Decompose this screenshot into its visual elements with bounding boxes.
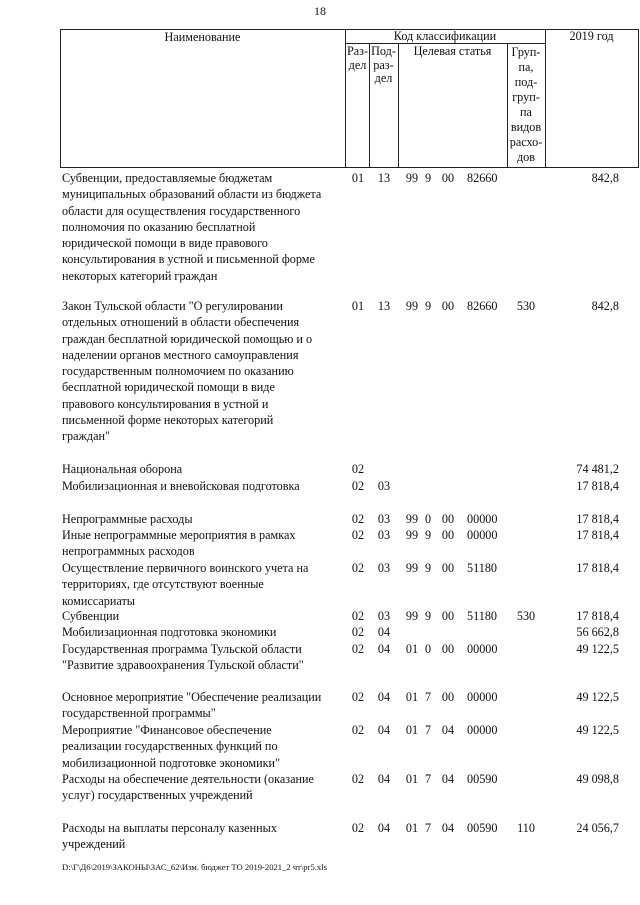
- row-value: 842,8: [591, 171, 619, 185]
- row-podrazdel: 03: [377, 528, 391, 542]
- row-name-line: консультирования в устной и письменной форме: [62, 252, 315, 267]
- row-p4: 82660: [467, 171, 498, 185]
- header-group-line: видов: [510, 120, 542, 134]
- header-right-border: [638, 29, 639, 168]
- header-group-line: па: [520, 105, 532, 119]
- row-value: 17 818,4: [576, 528, 619, 542]
- row-value: 49 098,8: [576, 772, 619, 786]
- row-p3: 04: [441, 772, 455, 786]
- header-razdel-line: Раз-: [346, 44, 369, 58]
- row-name-line: Непрограммные расходы: [62, 512, 193, 526]
- row-name: [62, 608, 340, 624]
- row-p2: 7: [424, 772, 432, 786]
- row-name-line: наделении органов местного самоуправления: [62, 347, 299, 362]
- row-p4: 00590: [467, 772, 498, 786]
- header-left-border: [60, 29, 61, 168]
- row-razdel: 01: [351, 171, 365, 185]
- row-name-line: полномочия по оказанию бесплатной: [62, 219, 256, 234]
- row-p2: 9: [424, 299, 432, 313]
- header-divider-podrazdel: [398, 43, 399, 168]
- row-name-line: Закон Тульской области "О регулировании: [62, 299, 283, 313]
- row-p2: 9: [424, 561, 432, 575]
- header-podrazdel-line: раз-: [373, 57, 394, 72]
- header-group: [507, 45, 545, 165]
- row-p2: 9: [424, 609, 432, 623]
- row-name-line: граждан бесплатной юридической помощью и о: [62, 331, 313, 346]
- row-name-line: учреждений: [62, 837, 126, 852]
- row-value: 17 818,4: [576, 479, 619, 493]
- row-razdel: 02: [351, 609, 365, 623]
- header-group-line: па,: [518, 60, 534, 74]
- row-p4: 00000: [467, 723, 498, 737]
- row-name: [62, 722, 340, 771]
- header-razdel: [345, 45, 370, 72]
- row-vid: 110: [517, 821, 535, 835]
- row-name-line: Мобилизационная подготовка экономики: [62, 625, 277, 639]
- row-value: 17 818,4: [576, 512, 619, 526]
- row-p3: 00: [441, 171, 455, 185]
- row-podrazdel: 04: [377, 642, 391, 656]
- header-target: Целевая статья: [413, 44, 492, 58]
- row-p3: 00: [441, 609, 455, 623]
- header-group-line: груп-: [512, 90, 540, 104]
- row-value: 56 662,8: [576, 625, 619, 639]
- row-value: 17 818,4: [576, 609, 619, 623]
- row-name: [62, 689, 340, 722]
- footer-file-path: D:\Г\Д6\2019\ЗАКОНЫ\ЗАС_62\Изм. бюджет ТО 2019-2021_2 чт\pr5.xls: [62, 862, 327, 872]
- row-p2: 9: [424, 528, 432, 542]
- row-razdel: 02: [351, 642, 365, 656]
- row-name-line: непрограммных расходов: [62, 544, 195, 559]
- row-p4: 00000: [467, 512, 498, 526]
- row-podrazdel: 13: [377, 299, 391, 313]
- row-vid: 530: [516, 299, 536, 313]
- row-podrazdel: 04: [377, 690, 391, 704]
- row-razdel: 02: [351, 462, 365, 476]
- row-p2: 0: [424, 512, 432, 526]
- row-p1: 99: [405, 609, 419, 623]
- row-podrazdel: 03: [377, 512, 391, 526]
- row-name: [62, 641, 340, 674]
- row-value: 49 122,5: [576, 690, 619, 704]
- row-name-line: муниципальных образований области из бюджета: [62, 187, 322, 202]
- header-podrazdel: [369, 45, 398, 86]
- row-p3: 04: [441, 821, 455, 835]
- row-name-line: комиссариаты: [62, 593, 135, 608]
- row-podrazdel: 03: [377, 561, 391, 575]
- row-name: [62, 624, 340, 640]
- row-name: [62, 478, 340, 494]
- row-p1: 99: [405, 299, 419, 313]
- row-name-line: государственной программы": [62, 706, 216, 721]
- row-name-line: некоторых категорий граждан: [62, 268, 218, 283]
- row-value: 49 122,5: [576, 642, 619, 656]
- row-name-line: бесплатной юридической помощи в виде: [62, 380, 275, 395]
- header-podrazdel-line: дел: [374, 71, 393, 85]
- row-name: [62, 771, 340, 804]
- row-p2: 7: [424, 690, 432, 704]
- row-p4: 51180: [467, 609, 498, 623]
- header-bottom-border: [60, 167, 639, 168]
- row-p3: 00: [441, 561, 455, 575]
- row-name-line: области для осуществления государственного: [62, 203, 301, 218]
- row-value: 17 818,4: [576, 561, 619, 575]
- row-p2: 7: [424, 821, 432, 835]
- row-razdel: 02: [351, 821, 365, 835]
- page-number: 18: [314, 4, 326, 18]
- row-name: [62, 560, 340, 609]
- row-podrazdel: 13: [377, 171, 391, 185]
- row-name: [62, 298, 340, 445]
- row-name-line: "Развитие здравоохранения Тульской области": [62, 658, 304, 673]
- row-name-line: реализации государственных функций по: [62, 739, 278, 754]
- row-p2: 7: [424, 723, 432, 737]
- row-p3: 04: [441, 723, 455, 737]
- row-razdel: 02: [351, 690, 365, 704]
- header-group-line: расхо-: [509, 135, 543, 149]
- row-p3: 00: [441, 690, 455, 704]
- row-name-line: Мероприятие "Финансовое обеспечение: [62, 723, 272, 737]
- header-name: Наименование: [164, 30, 241, 44]
- row-name-line: Основное мероприятие "Обеспечение реализации: [62, 690, 322, 704]
- row-p3: 00: [441, 642, 455, 656]
- header-razdel-line: дел: [348, 57, 367, 72]
- row-name-line: правового консультирования в устной и: [62, 396, 269, 411]
- row-vid: 530: [516, 609, 536, 623]
- row-p4: 51180: [467, 561, 498, 575]
- row-razdel: 02: [351, 625, 365, 639]
- row-razdel: 02: [351, 479, 365, 493]
- row-p4: 00590: [467, 821, 498, 835]
- header-group-line: дов: [516, 150, 536, 164]
- row-name-line: Государственная программа Тульской области: [62, 642, 302, 656]
- row-p1: 99: [405, 528, 419, 542]
- row-p1: 99: [405, 561, 419, 575]
- header-podrazdel-line: Под-: [371, 44, 396, 58]
- row-razdel: 02: [351, 528, 365, 542]
- row-name: [62, 170, 340, 284]
- row-name-line: Мобилизационная и вневойсковая подготовка: [62, 479, 300, 493]
- row-p3: 00: [441, 528, 455, 542]
- row-podrazdel: 04: [377, 723, 391, 737]
- row-value: 24 056,7: [576, 821, 619, 835]
- row-podrazdel: 03: [377, 609, 391, 623]
- row-name-line: юридической помощи в виде правового: [62, 236, 268, 251]
- row-name-line: мобилизационной подготовке экономики": [62, 755, 281, 770]
- row-p2: 0: [424, 642, 432, 656]
- row-name: [62, 527, 340, 560]
- row-p3: 00: [441, 299, 455, 313]
- row-name-line: государственным полномочием по оказанию: [62, 364, 294, 379]
- header-divider-classification: [545, 29, 546, 168]
- row-name-line: отдельных отношений в области обеспечения: [62, 315, 300, 330]
- row-razdel: 02: [351, 723, 365, 737]
- row-name-line: Национальная оборона: [62, 462, 183, 476]
- row-name-line: Иные непрограммные мероприятия в рамках: [62, 528, 296, 542]
- row-razdel: 02: [351, 512, 365, 526]
- row-p1: 01: [405, 772, 419, 786]
- row-value: 49 122,5: [576, 723, 619, 737]
- row-name-line: территориях, где отсутствуют военные: [62, 577, 264, 592]
- row-name-line: письменной форме некоторых категорий: [62, 413, 274, 428]
- row-p1: 01: [405, 642, 419, 656]
- header-classification: Код классификации: [393, 29, 497, 43]
- row-name-line: Субвенции: [62, 609, 120, 623]
- row-name-line: Субвенции, предоставляемые бюджетам: [62, 171, 273, 185]
- row-p1: 01: [405, 723, 419, 737]
- row-razdel: 02: [351, 561, 365, 575]
- row-name-line: граждан": [62, 429, 111, 444]
- row-name: [62, 461, 340, 477]
- row-name-line: Осуществление первичного воинского учета на: [62, 561, 309, 575]
- row-value: 842,8: [591, 299, 619, 313]
- row-name-line: Расходы на обеспечение деятельности (оказание: [62, 772, 314, 786]
- row-p2: 9: [424, 171, 432, 185]
- row-name-line: услуг) государственных учреждений: [62, 788, 253, 803]
- row-value: 74 481,2: [576, 462, 619, 476]
- row-p4: 82660: [467, 299, 498, 313]
- row-p3: 00: [441, 512, 455, 526]
- row-podrazdel: 04: [377, 625, 391, 639]
- row-razdel: 02: [351, 772, 365, 786]
- header-group-line: под-: [514, 75, 538, 89]
- row-podrazdel: 03: [377, 479, 391, 493]
- header-year: 2019 год: [569, 29, 614, 43]
- row-p4: 00000: [467, 690, 498, 704]
- row-p1: 01: [405, 690, 419, 704]
- row-podrazdel: 04: [377, 821, 391, 835]
- row-name: [62, 511, 340, 527]
- row-razdel: 01: [351, 299, 365, 313]
- row-p1: 99: [405, 512, 419, 526]
- row-p1: 01: [405, 821, 419, 835]
- row-p1: 99: [405, 171, 419, 185]
- row-name: [62, 820, 340, 853]
- row-podrazdel: 04: [377, 772, 391, 786]
- row-name-line: Расходы на выплаты персоналу казенных: [62, 821, 277, 835]
- header-group-line: Груп-: [511, 45, 541, 59]
- row-p4: 00000: [467, 642, 498, 656]
- row-p4: 00000: [467, 528, 498, 542]
